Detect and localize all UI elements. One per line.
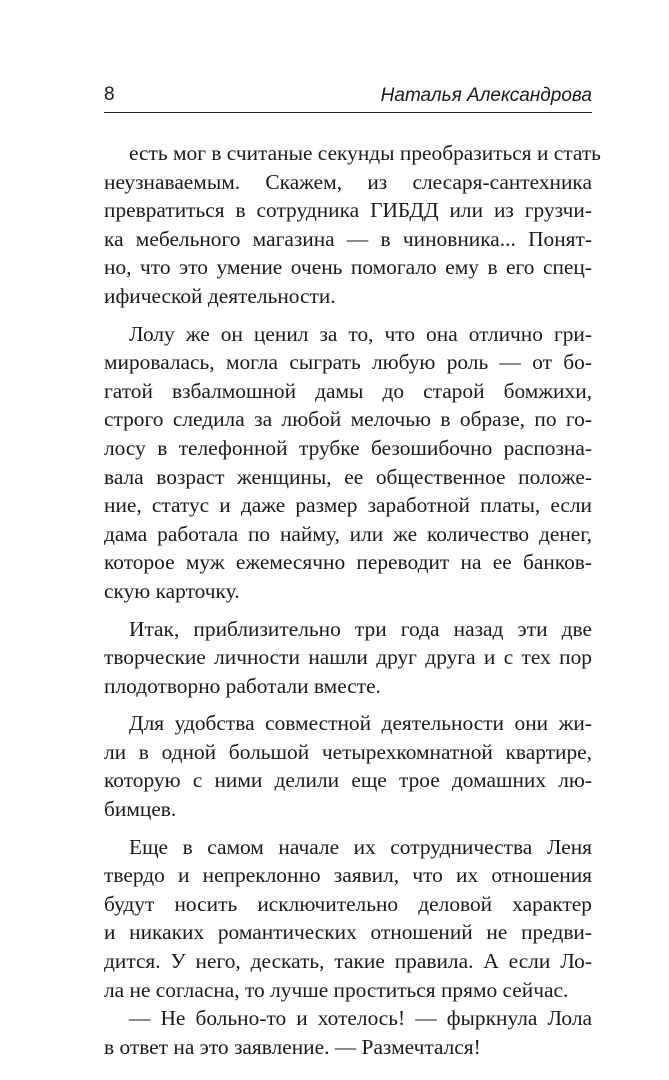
text-line: но, что это умение очень помогало ему в его спец- (104, 255, 592, 280)
text-line: Для удобства совместной деятельности они жи- (129, 711, 592, 736)
text-line: плодотворно работали вместе. (104, 673, 381, 698)
paragraph (104, 615, 592, 701)
paragraph (104, 1004, 592, 1061)
running-title-author: Наталья Александрова (380, 85, 592, 106)
text-line: творческие личности нашли друг друга и с тех пор (104, 645, 592, 670)
text-line: которое муж ежемесячно переводит на ее банков- (104, 550, 592, 575)
text-line: мировалась, могла сыграть любую роль — от бо- (104, 350, 592, 375)
page-number: 8 (104, 84, 115, 105)
text-line: ла не согласна, то лучше проститься прямо сейчас. (104, 977, 569, 1002)
text-line: скую карточку. (104, 578, 240, 603)
text-line: которую с ними делили еще трое домашних лю- (104, 768, 592, 793)
paragraph (104, 139, 601, 311)
body-text (104, 139, 601, 1070)
text-line: есть мог в считаные секунды преобразиться и стать (129, 141, 601, 165)
text-line: бимцев. (104, 797, 177, 822)
paragraph (104, 320, 592, 606)
text-line: гатой взбалмошной дамы до старой бомжихи, (104, 378, 592, 403)
paragraph (104, 709, 592, 823)
text-line: лосу в телефонной трубке безошибочно распозна- (104, 435, 592, 460)
text-line: превратиться в сотрудника ГИБДД или из грузчи- (104, 198, 592, 223)
text-line: дама работала по найму, или же количество денег, (104, 521, 592, 546)
text-line: и никаких романтических отношений не предви- (104, 920, 592, 945)
text-line: строго следила за любой мелочью в образе, по го- (104, 407, 592, 432)
text-line: неузнаваемым. Скажем, из слесаря-сантехника (104, 169, 592, 194)
running-header (104, 78, 592, 113)
text-line: Еще в самом начале их сотрудничества Леня (129, 834, 592, 859)
text-line: в ответ на это заявление. — Размечтался! (104, 1034, 481, 1059)
text-line: — Не больно-то и хотелось! — фыркнула Лола (129, 1006, 592, 1031)
text-line: Итак, приблизительно три года назад эти две (129, 616, 592, 641)
text-line: ли в одной большой четырехкомнатной квартире, (104, 739, 592, 764)
text-line: вала возраст женщины, ее общественное положе- (104, 464, 592, 489)
paragraph (104, 833, 592, 1005)
text-line: Лолу же он ценил за то, что она отлично гри- (129, 321, 592, 346)
text-line: дится. У него, дескать, такие правила. А если Ло- (104, 949, 592, 974)
text-line: будут носить исключительно деловой характер (104, 891, 592, 916)
text-line: твердо и непреклонно заявил, что их отношения (104, 863, 592, 888)
text-line: ние, статус и даже размер заработной платы, если (104, 493, 592, 518)
text-line: ифической деятельности. (104, 283, 336, 308)
text-line: ка мебельного магазина — в чиновника... Понят- (104, 226, 592, 251)
